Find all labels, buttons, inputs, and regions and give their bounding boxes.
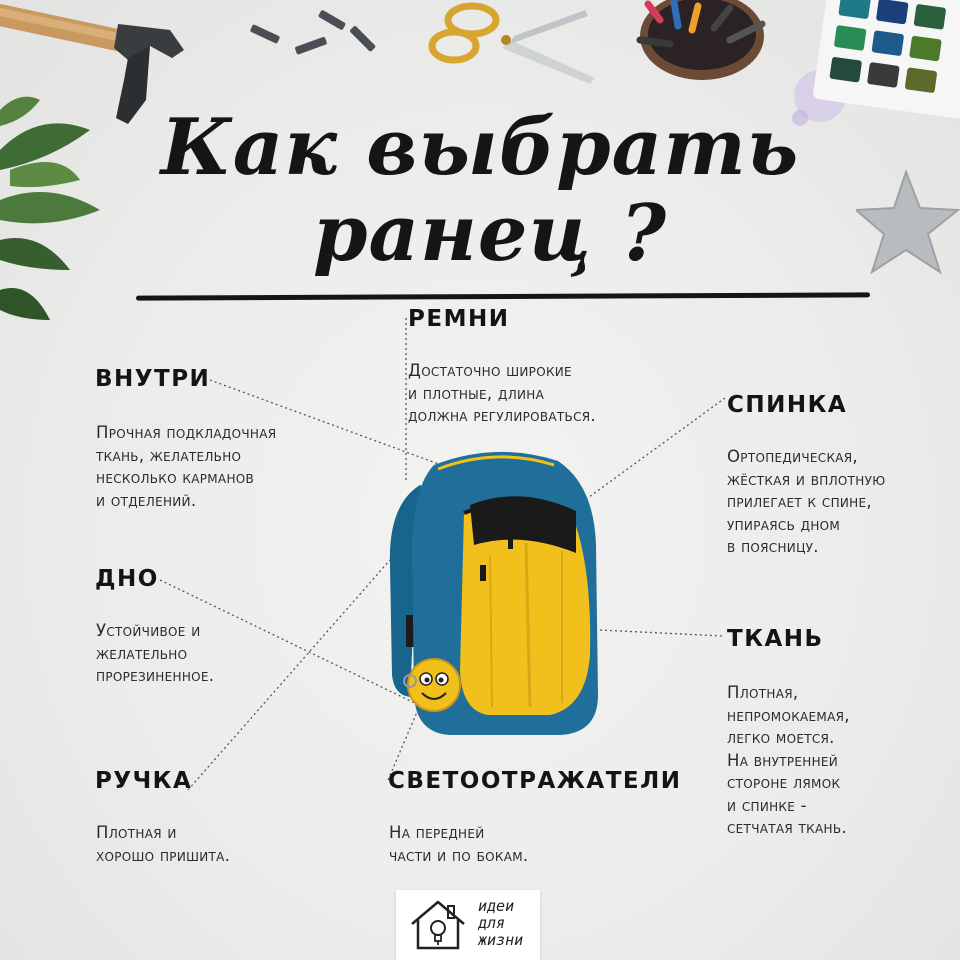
bottom-description: Устойчивое и желательно прорезиненное. [96, 621, 215, 685]
house-lightbulb-icon [408, 898, 468, 952]
page-title-line-2: ранец ? [312, 188, 668, 279]
straps-description: Достаточно широкие и плотные, длина должна регулироваться. [408, 361, 596, 425]
backpack-illustration [380, 445, 620, 745]
back-heading: СПИНКА [727, 392, 848, 418]
reflectors-heading: СВЕТООТРАЖАТЕЛИ [388, 768, 682, 794]
back-description: Ортопедическая, жёсткая и вплотную прилегает к спине, упираясь дном в поясницу. [727, 447, 886, 556]
brand-logo [396, 890, 540, 960]
fabric-heading: ТКАНЬ [727, 626, 824, 652]
straps-heading: РЕМНИ [408, 306, 510, 332]
fabric-description: Плотная, непромокаемая, легко моется. На внутренней стороне лямок и спинке - сетчатая ткань. [727, 683, 850, 837]
bottom-heading: ДНО [95, 566, 159, 592]
brand-logo-text: идеи для жизни [478, 897, 524, 949]
handle-description: Плотная и хорошо пришита. [96, 823, 231, 865]
handle-heading: РУЧКА [95, 768, 193, 794]
inside-heading: ВНУТРИ [95, 366, 211, 392]
page-title: Как выбрать [160, 102, 800, 193]
inside-description: Прочная подкладочная ткань, желательно несколько карманов и отделений. [96, 423, 277, 510]
reflectors-description: На передней части и по бокам. [389, 823, 529, 865]
